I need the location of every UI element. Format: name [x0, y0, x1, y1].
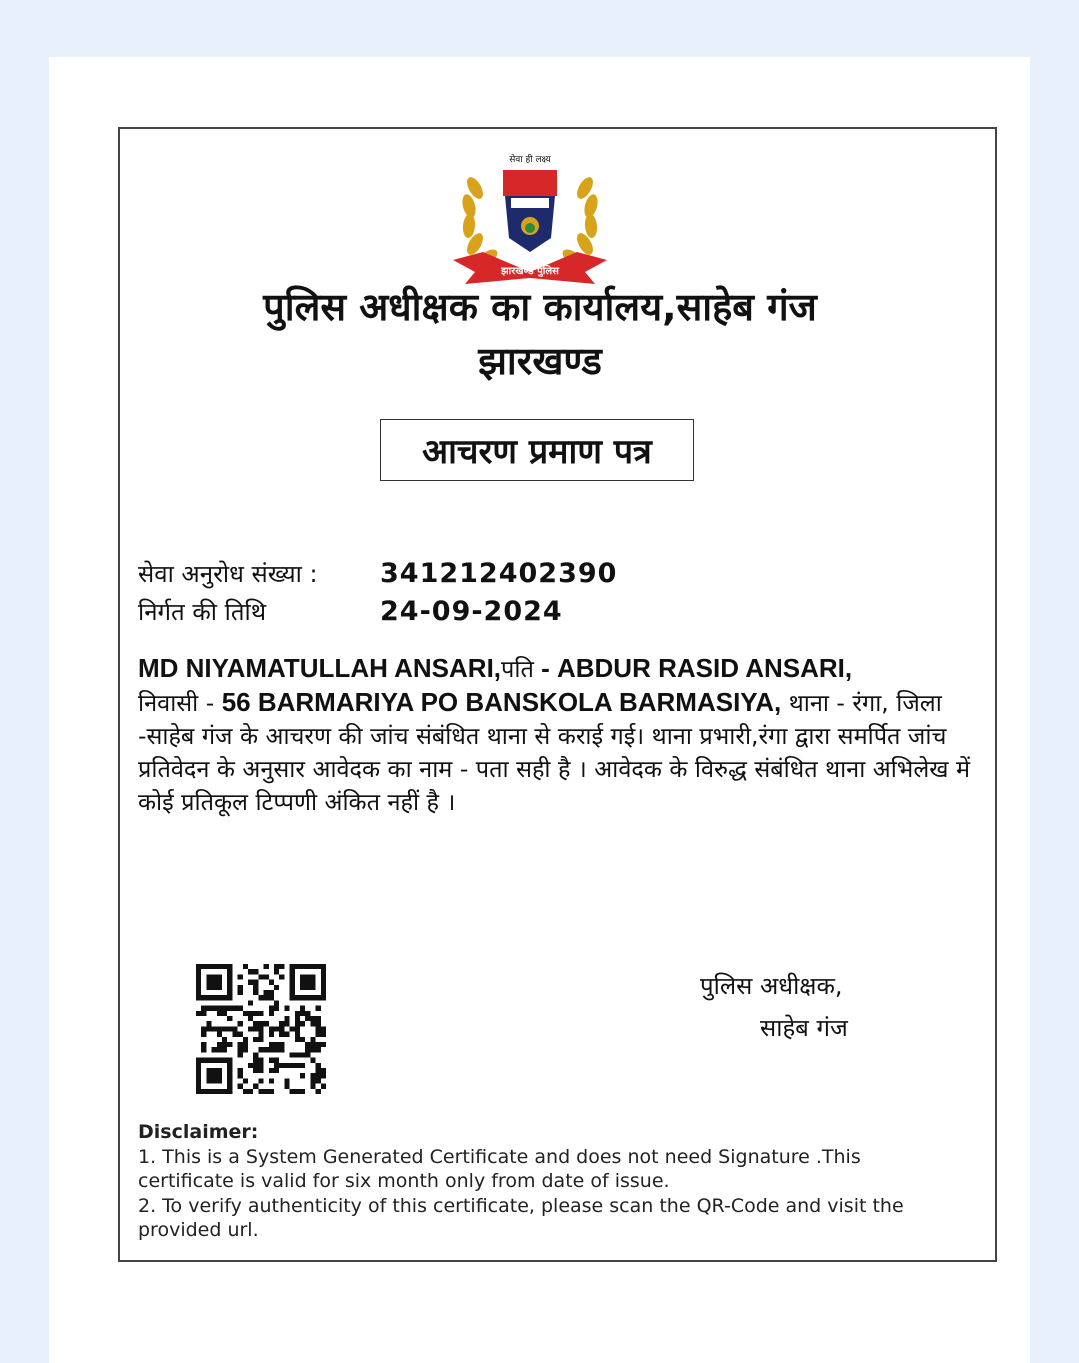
disclaimer-heading: Disclaimer: — [138, 1121, 259, 1143]
relation-name: - ABDUR RASID ANSARI, — [533, 653, 853, 683]
request-number-row — [138, 555, 617, 593]
emblem-motto: सेवा ही लक्ष्य — [509, 155, 551, 165]
applicant-address: 56 BARMARIYA PO BANSKOLA BARMASIYA, — [221, 687, 782, 717]
issue-date-label: निर्गत की तिथि — [138, 598, 267, 626]
qr-code-icon[interactable] — [196, 964, 326, 1094]
jharkhand-police-emblem-icon — [445, 148, 615, 288]
relation-label: पति — [501, 655, 534, 683]
issue-date-row — [138, 593, 617, 631]
certificate-heading: आचरण प्रमाण पत्र — [380, 419, 694, 481]
disclaimer-item-1: 1. This is a System Generated Certificate and does not need Signature .This certificate is valid for six month only from date of issue. — [138, 1145, 861, 1192]
signatory — [700, 965, 848, 1049]
disclaimer — [138, 1120, 958, 1243]
emblem-ribbon-text: झारखण्ड पुलिस — [501, 266, 559, 277]
applicant-name: MD NIYAMATULLAH ANSARI, — [138, 653, 502, 683]
certificate-meta — [138, 555, 617, 631]
office-title-line2: झारखण्ड — [478, 339, 602, 383]
signatory-title: पुलिस अधीक्षक, — [700, 972, 843, 1000]
request-number-label: सेवा अनुरोध संख्या : — [138, 560, 318, 588]
signatory-location: साहेब गंज — [760, 1014, 848, 1042]
request-number-value: 341212402390 — [380, 558, 618, 589]
certificate-body — [138, 652, 983, 819]
resident-label: निवासी - — [138, 689, 222, 717]
disclaimer-item-2: 2. To verify authenticity of this certificate, please scan the QR-Code and visit the provided url. — [138, 1194, 904, 1241]
office-title-line1: पुलिस अधीक्षक का कार्यालय,साहेब गंज — [263, 285, 817, 329]
issue-date-value: 24-09-2024 — [380, 596, 563, 627]
certificate-statement: थाना - रंगा, जिला -साहेब गंज के आचरण की जांच संबंधित थाना से कराई गई। थाना प्रभारी,रंगा द्वारा समर्पित जांच प्रतिवेदन के अनुसार आवेदक का नाम - पता सही है । आवेदक के विरुद्ध संबंधित थाना अभिलेख में कोई प्रतिकूल टिप्पणी अंकित नहीं है । — [138, 689, 971, 816]
office-title — [140, 280, 940, 388]
